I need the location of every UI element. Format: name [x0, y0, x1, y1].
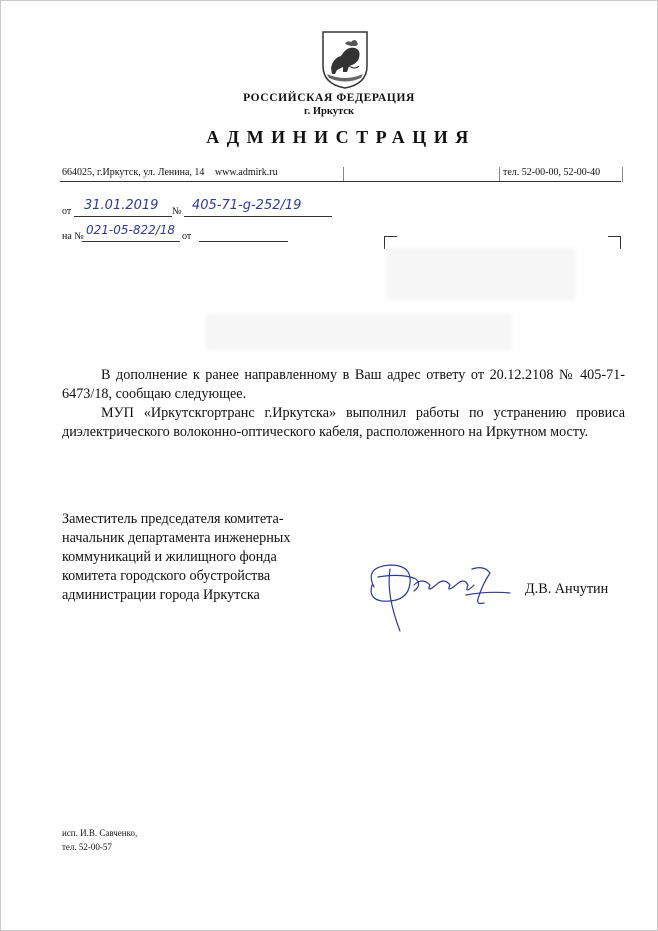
title-line: комитета городского обустройства	[62, 568, 271, 584]
reply-from-label: от	[182, 231, 192, 242]
addressee-corner-right	[608, 236, 621, 249]
redacted-subject	[205, 314, 512, 350]
executor-name: исп. И.В. Савченко,	[62, 828, 138, 838]
phone-numbers: тел. 52-00-00, 52-00-40	[503, 167, 601, 178]
divider-tick	[343, 167, 344, 182]
website-link[interactable]: www.admirk.ru	[214, 167, 278, 178]
reply-date-underline	[199, 228, 288, 242]
signatory-title	[62, 510, 290, 605]
city-coat-of-arms	[321, 30, 369, 90]
reply-label: на №	[62, 231, 84, 242]
title-line: начальник департамента инженерных	[62, 530, 291, 546]
handwritten-signature	[360, 555, 525, 635]
handwritten-reply-number: 021-05-822/18	[86, 223, 176, 237]
paragraph-1: В дополнение к ранее направленному в Ваш адрес ответу от 20.12.2108 № 405-71-6473/18, сообщаю следующее.	[62, 367, 625, 402]
executor-phone: тел. 52-00-57	[62, 842, 112, 852]
divider-tick	[499, 167, 500, 182]
redacted-addressee	[386, 248, 576, 300]
handwritten-number: 405-71-g-252/19	[192, 198, 302, 213]
title-line: администрации города Иркутска	[62, 587, 260, 603]
city-name: г. Иркутск	[304, 106, 354, 117]
from-label: от	[62, 206, 72, 217]
signatory-name: Д.В. Анчутин	[525, 581, 609, 597]
country-name: РОССИЙСКАЯ ФЕДЕРАЦИЯ	[243, 92, 415, 104]
header-rule	[60, 181, 621, 182]
organization-title: АДМИНИСТРАЦИЯ	[206, 127, 476, 147]
handwritten-date: 31.01.2019	[84, 198, 159, 213]
address: 664025, г.Иркутск, ул. Ленина, 14	[62, 167, 205, 178]
title-line: коммуникаций и жилищного фонда	[62, 549, 277, 565]
title-line: Заместитель председателя комитета-	[62, 511, 284, 527]
number-label: №	[172, 206, 182, 217]
letter-body	[62, 366, 625, 442]
divider-tick	[622, 167, 623, 182]
paragraph-2: МУП «Иркутскгортранс г.Иркутска» выполнил работы по устранению провиса диэлектрического волоконно-оптического кабеля, расположенного на Иркутном мосту.	[62, 405, 625, 440]
contact-line	[62, 167, 278, 178]
